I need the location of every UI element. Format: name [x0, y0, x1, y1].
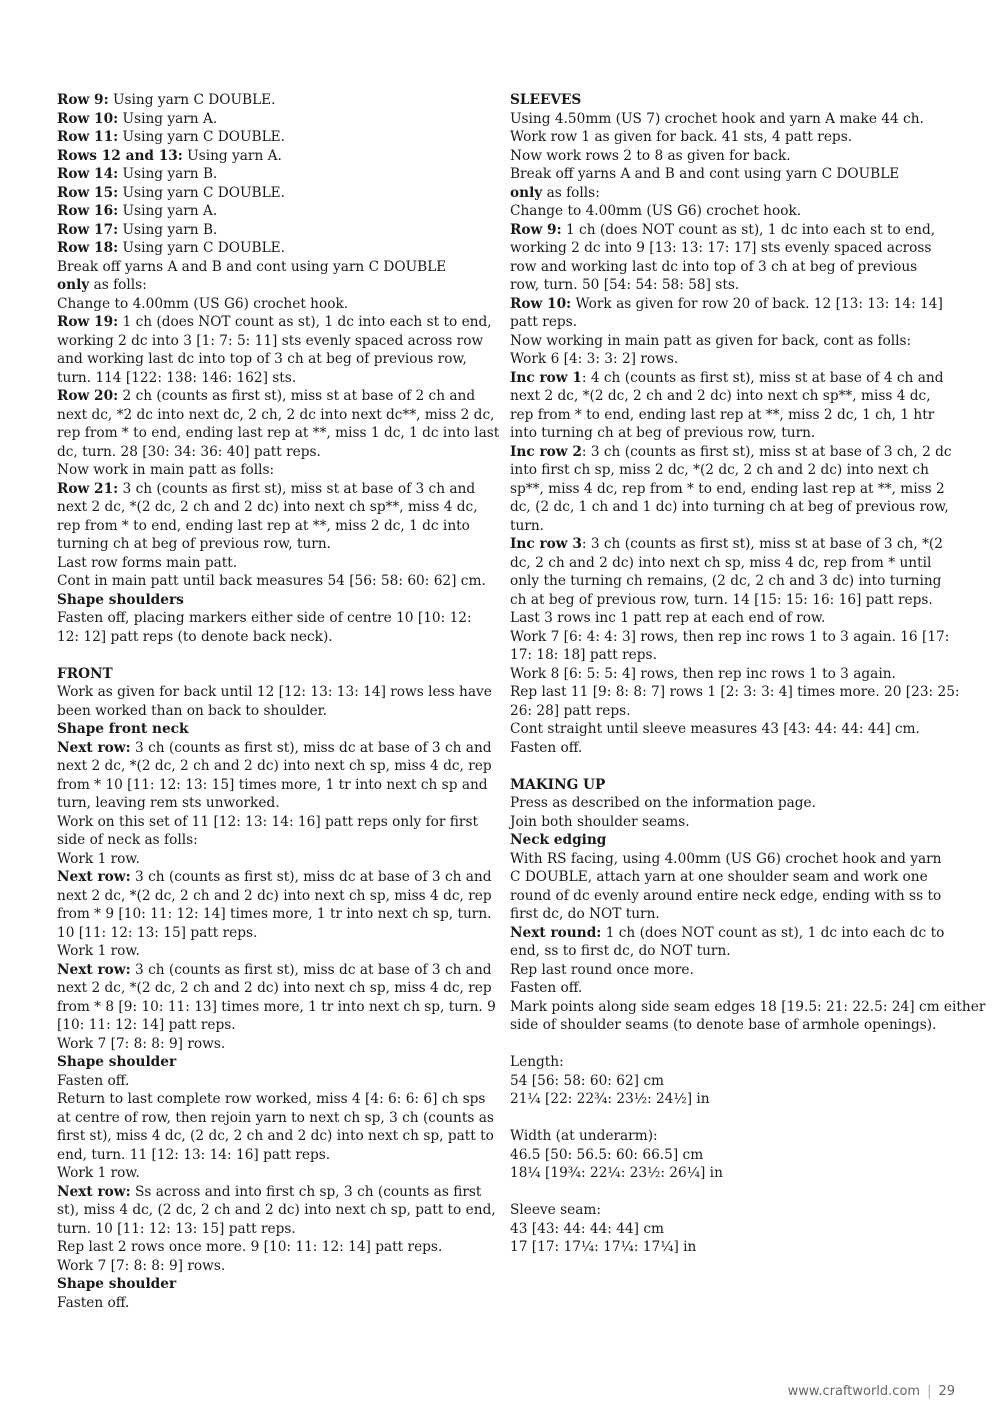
- section-heading: [57, 591, 497, 610]
- line-text: ch at beg of previous row, turn. 14 [15: 15: 16: 16] patt reps.: [510, 591, 933, 608]
- line-text: Work 1 row.: [57, 1165, 140, 1181]
- line-text: first dc, do NOT turn.: [510, 906, 660, 922]
- text-line: [57, 1072, 497, 1091]
- bold-label: Next row:: [57, 961, 131, 978]
- line-text: Using yarn C DOUBLE.: [108, 92, 276, 108]
- line-text: Now work rows 2 to 8 as given for back.: [510, 147, 791, 164]
- text-line: [57, 258, 497, 277]
- text-line: [57, 776, 497, 795]
- bold-label: Rows 12 and 13:: [57, 147, 183, 164]
- text-line: [57, 498, 497, 517]
- line-text: Break off yarns A and B and cont using yarn C DOUBLE: [510, 166, 900, 182]
- line-text: Fasten off, placing markers either side of centre 10 [10: 12:: [57, 610, 472, 626]
- line-text: Using yarn B.: [118, 221, 218, 238]
- text-line: [510, 350, 950, 369]
- line-text: Work as given for row 20 of back. 12 [13: 13: 14: 14]: [571, 295, 943, 312]
- text-line: [510, 868, 950, 887]
- line-text: dc, 2 ch and 2 dc) into next ch sp, miss 4 dc, rep from * until: [510, 554, 932, 571]
- text-line: [57, 739, 497, 758]
- text-line: [510, 443, 950, 462]
- line-text: Work row 1 as given for back. 41 sts, 4 patt reps.: [510, 129, 853, 145]
- text-line: [510, 480, 950, 499]
- text-line: [510, 424, 950, 443]
- text-line: [57, 1127, 497, 1146]
- text-line: [510, 202, 950, 221]
- text-line: [57, 868, 497, 887]
- text-line: [57, 221, 497, 240]
- text-line: [510, 295, 950, 314]
- line-text: side of shoulder seams (to denote base of armhole openings).: [510, 1017, 937, 1033]
- bold-label: Shape shoulders: [57, 591, 184, 608]
- line-text: as folls:: [542, 184, 600, 201]
- line-text: Last row forms main patt.: [57, 554, 238, 571]
- line-text: Ss across and into first ch sp, 3 ch (counts as first: [130, 1183, 482, 1200]
- text-line: [57, 1146, 497, 1165]
- bold-label: Row 20:: [57, 388, 119, 404]
- line-text: Return to last complete row worked, miss 4 [4: 6: 6: 6] ch sps: [57, 1091, 486, 1107]
- section-heading: [57, 1275, 497, 1294]
- bold-label: Next row:: [57, 869, 131, 885]
- text-line: [510, 924, 950, 943]
- text-line: [510, 739, 950, 758]
- line-text: row and working last dc into top of 3 ch at beg of previous: [510, 258, 918, 275]
- line-text: Sleeve seam:: [510, 1202, 602, 1218]
- line-text: sp**, miss 4 dc, rep from * to end, ending last rep at **, miss 2: [510, 480, 945, 497]
- text-line: [510, 221, 950, 240]
- bold-label: Row 10:: [510, 295, 572, 312]
- bold-label: Row 10:: [57, 110, 119, 127]
- line-text: Work 7 [6: 4: 4: 3] rows, then rep inc rows 1 to 3 again. 16 [17:: [510, 628, 950, 645]
- line-text: Work 1 row.: [57, 850, 140, 867]
- line-text: 3 ch (counts as first st), miss dc at base of 3 ch and: [130, 869, 492, 885]
- bold-label: Neck edging: [510, 832, 607, 848]
- line-text: C DOUBLE, attach yarn at one shoulder seam and work one: [510, 869, 928, 885]
- paragraph-gap: [510, 1109, 950, 1128]
- line-text: side of neck as folls:: [57, 832, 198, 848]
- text-line: [57, 702, 497, 721]
- paragraph-gap: [57, 646, 497, 665]
- line-text: Using yarn C DOUBLE.: [118, 184, 286, 201]
- text-line: [510, 1127, 950, 1146]
- line-text: rep from * to end, ending last rep at **, miss 2 dc, 1 dc into: [57, 517, 470, 534]
- text-line: [510, 406, 950, 425]
- section-heading: [510, 91, 950, 110]
- line-text: patt reps.: [510, 314, 578, 330]
- text-line: [510, 184, 950, 203]
- text-line: [57, 147, 497, 166]
- line-text: Change to 4.00mm (US G6) crochet hook.: [57, 295, 349, 312]
- text-line: [510, 461, 950, 480]
- bold-label: Inc row 2: [510, 443, 582, 460]
- text-line: [57, 979, 497, 998]
- line-text: Work on this set of 11 [12: 13: 14: 16] patt reps only for first: [57, 813, 478, 830]
- text-line: [57, 295, 497, 314]
- text-line: [510, 905, 950, 924]
- line-text: 12: 12] patt reps (to denote back neck).: [57, 628, 333, 645]
- bold-label: SLEEVES: [510, 92, 582, 108]
- bold-label: Shape front neck: [57, 721, 189, 737]
- text-line: [57, 1201, 497, 1220]
- text-line: [510, 1090, 950, 1109]
- text-line: [57, 1035, 497, 1054]
- text-line: [510, 720, 950, 739]
- text-line: [510, 961, 950, 980]
- text-line: [510, 572, 950, 591]
- text-line: [57, 1220, 497, 1239]
- text-line: [510, 128, 950, 147]
- line-text: Work 7 [7: 8: 8: 9] rows.: [57, 1035, 226, 1052]
- line-text: next 2 dc, *(2 dc, 2 ch and 2 dc) into next ch sp**, miss 4 dc,: [57, 499, 478, 515]
- line-text: from * 9 [10: 11: 12: 14] times more, 1 tr into next ch sp, turn.: [57, 906, 492, 922]
- text-line: [57, 1016, 497, 1035]
- line-text: dc, (2 dc, 1 ch and 1 dc) into turning ch at beg of previous row,: [510, 499, 949, 515]
- left-column: [57, 91, 500, 1312]
- line-text: next 2 dc, *(2 dc, 2 ch and 2 dc) into next ch sp, miss 4 dc, rep: [57, 887, 492, 904]
- line-text: row, turn. 50 [54: 54: 58: 58] sts.: [510, 277, 740, 293]
- text-line: [57, 850, 497, 869]
- line-text: into first ch sp, miss 2 dc, *(2 dc, 2 ch and 2 dc) into next ch: [510, 462, 929, 478]
- text-line: [57, 1090, 497, 1109]
- bold-label: FRONT: [57, 665, 113, 682]
- text-line: [57, 239, 497, 258]
- bold-label: Row 9:: [57, 92, 109, 108]
- text-line: [510, 702, 950, 721]
- line-text: Fasten off.: [510, 980, 583, 996]
- text-line: [510, 258, 950, 277]
- line-text: dc, turn. 28 [30: 34: 36: 40] patt reps.: [57, 443, 321, 460]
- text-line: [510, 628, 950, 647]
- paragraph-gap: [510, 757, 950, 776]
- line-text: Cont in main patt until back measures 54 [56: 58: 60: 62] cm.: [57, 573, 486, 589]
- line-text: Rep last 2 rows once more. 9 [10: 11: 12: 14] patt reps.: [57, 1239, 443, 1255]
- text-line: [57, 332, 497, 351]
- line-text: Rep last round once more.: [510, 961, 694, 978]
- text-line: [57, 572, 497, 591]
- line-text: Now working in main patt as given for back, cont as folls:: [510, 332, 912, 349]
- text-line: [57, 276, 497, 295]
- line-text: turn. 114 [122: 138: 146: 162] sts.: [57, 369, 297, 386]
- line-text: Work 1 row.: [57, 943, 140, 959]
- text-line: [510, 979, 950, 998]
- text-line: [57, 609, 497, 628]
- text-line: [57, 480, 497, 499]
- line-text: 17 [17: 17¼: 17¼: 17¼] in: [510, 1239, 697, 1255]
- text-line: [510, 887, 950, 906]
- bold-label: Row 17:: [57, 221, 119, 238]
- line-text: Width (at underarm):: [510, 1128, 658, 1144]
- text-line: [57, 110, 497, 129]
- page-footer: [788, 1384, 955, 1399]
- line-text: next 2 dc, *(2 dc, 2 ch and 2 dc) into next ch sp**, miss 4 dc,: [510, 388, 931, 404]
- line-text: Using yarn B.: [118, 166, 218, 182]
- bold-label: Inc row 3: [510, 536, 582, 552]
- text-line: [57, 794, 497, 813]
- line-text: Using 4.50mm (US 7) crochet hook and yarn A make 44 ch.: [510, 110, 924, 127]
- bold-label: Row 18:: [57, 240, 119, 256]
- line-text: first st), miss 4 dc, (2 dc, 2 ch and 2 dc) into next ch sp, patt to: [57, 1128, 494, 1144]
- text-line: [57, 517, 497, 536]
- text-line: [510, 1072, 950, 1091]
- line-text: working 2 dc into 9 [13: 13: 17: 17] sts evenly spaced across: [510, 240, 932, 256]
- text-line: [57, 424, 500, 443]
- text-line: [510, 387, 950, 406]
- bold-label: Next row:: [57, 1183, 131, 1200]
- line-text: turn, leaving rem sts unworked.: [57, 795, 280, 811]
- text-line: [510, 1238, 950, 1257]
- line-text: next 2 dc, *(2 dc, 2 ch and 2 dc) into next ch sp, miss 4 dc, rep: [57, 758, 492, 774]
- text-line: [510, 1220, 950, 1239]
- text-line: [57, 813, 497, 832]
- line-text: Last 3 rows inc 1 patt rep at each end of row.: [510, 610, 826, 626]
- line-text: from * 8 [9: 10: 11: 13] times more, 1 tr into next ch sp, turn. 9: [57, 998, 496, 1015]
- section-heading: [510, 776, 950, 795]
- text-line: [510, 1016, 950, 1035]
- paragraph-gap: [510, 1035, 950, 1054]
- line-text: Change to 4.00mm (US G6) crochet hook.: [510, 203, 802, 219]
- line-text: 46.5 [50: 56.5: 60: 66.5] cm: [510, 1146, 704, 1163]
- text-line: [510, 276, 950, 295]
- text-line: [57, 998, 497, 1017]
- section-heading: [57, 665, 497, 684]
- line-text: 1 ch (does NOT count as st), 1 dc into each dc to: [601, 924, 945, 941]
- text-line: [510, 850, 950, 869]
- bold-label: Row 14:: [57, 166, 119, 182]
- line-text: st), miss 4 dc, (2 dc, 2 ch and 2 dc) into next ch sp, patt to end,: [57, 1202, 496, 1218]
- line-text: 43 [43: 44: 44: 44] cm: [510, 1220, 664, 1237]
- line-text: 2 ch (counts as first st), miss st at base of 2 ch and: [118, 388, 476, 404]
- line-text: from * 10 [11: 12: 13: 15] times more, 1 tr into next ch sp and: [57, 776, 488, 793]
- text-line: [57, 757, 497, 776]
- line-text: 1 ch (does NOT count as st), 1 dc into each st to end,: [561, 221, 936, 238]
- line-text: Using yarn C DOUBLE.: [118, 240, 286, 256]
- text-line: [57, 1257, 497, 1276]
- text-line: [510, 813, 950, 832]
- line-text: Press as described on the information page.: [510, 795, 817, 811]
- line-text: Fasten off.: [510, 739, 583, 756]
- line-text: 3 ch (counts as first st), miss st at base of 3 ch and: [118, 480, 476, 497]
- text-line: [510, 554, 950, 573]
- text-line: [510, 665, 950, 684]
- text-line: [57, 165, 497, 184]
- text-line: [510, 1146, 950, 1165]
- website-url: www.craftworld.com: [787, 1384, 921, 1399]
- text-line: [57, 202, 497, 221]
- text-line: [57, 1294, 497, 1313]
- text-line: [510, 313, 950, 332]
- bold-label: MAKING UP: [510, 776, 606, 793]
- line-text: end, ss to first dc, do NOT turn.: [510, 943, 731, 959]
- page-number: 29: [938, 1384, 955, 1399]
- bold-label: Row 9:: [510, 221, 562, 238]
- line-text: : 3 ch (counts as first st), miss st at base of 3 ch, *(2: [581, 536, 943, 552]
- line-text: Fasten off.: [57, 1072, 130, 1089]
- line-text: as folls:: [89, 277, 147, 293]
- line-text: 10 [11: 12: 13: 15] patt reps.: [57, 924, 258, 941]
- text-line: [510, 535, 950, 554]
- line-text: been worked than on back to shoulder.: [57, 702, 328, 719]
- line-text: 3 ch (counts as first st), miss dc at base of 3 ch and: [130, 961, 492, 978]
- text-line: [57, 905, 497, 924]
- line-text: 21¼ [22: 22¾: 23½: 24½] in: [510, 1091, 710, 1107]
- bold-label: Next row:: [57, 739, 131, 756]
- line-text: 26: 28] patt reps.: [510, 702, 631, 719]
- bold-label: Row 16:: [57, 203, 119, 219]
- line-text: Using yarn C DOUBLE.: [118, 129, 286, 145]
- line-text: working 2 dc into 3 [1: 7: 5: 11] sts evenly spaced across row: [57, 332, 484, 349]
- text-line: [57, 184, 497, 203]
- line-text: Fasten off.: [57, 1294, 130, 1311]
- text-line: [510, 591, 950, 610]
- line-text: Using yarn A.: [182, 147, 282, 164]
- text-line: [510, 498, 950, 517]
- text-line: [510, 369, 950, 388]
- text-line: [510, 110, 950, 129]
- text-line: [57, 1164, 497, 1183]
- text-line: [57, 1109, 497, 1128]
- text-line: [510, 1053, 950, 1072]
- line-text: at centre of row, then rejoin yarn to next ch sp, 3 ch (counts as: [57, 1109, 494, 1126]
- line-text: Length:: [510, 1054, 564, 1070]
- line-text: : 3 ch (counts as first st), miss st at base of 3 ch, 2 dc: [581, 443, 952, 460]
- text-line: [57, 942, 497, 961]
- line-text: [10: 11: 12: 14] patt reps.: [57, 1017, 236, 1033]
- text-line: [510, 239, 950, 258]
- right-column: [510, 91, 986, 1257]
- text-line: [57, 535, 497, 554]
- line-text: Work 8 [6: 5: 5: 4] rows, then rep inc rows 1 to 3 again.: [510, 665, 896, 682]
- line-text: Join both shoulder seams.: [510, 813, 690, 830]
- text-line: [57, 554, 497, 573]
- text-line: [57, 924, 497, 943]
- line-text: into turning ch at beg of previous row, turn.: [510, 425, 816, 441]
- bold-label: Row 11:: [57, 129, 119, 145]
- text-line: [510, 794, 950, 813]
- section-heading: [57, 1053, 497, 1072]
- line-text: next dc, *2 dc into next dc, 2 ch, 2 dc into next dc**, miss 2 dc,: [57, 406, 495, 423]
- text-line: [57, 406, 497, 425]
- section-heading: [57, 720, 497, 739]
- text-line: [510, 683, 960, 702]
- line-text: 54 [56: 58: 60: 62] cm: [510, 1072, 664, 1089]
- text-line: [57, 887, 497, 906]
- line-text: Mark points along side seam edges 18 [19.5: 21: 22.5: 24] cm either: [510, 998, 986, 1015]
- bold-label: Shape shoulder: [57, 1054, 177, 1070]
- bold-label: only: [510, 184, 543, 201]
- line-text: turn. 10 [11: 12: 13: 15] patt reps.: [57, 1220, 296, 1237]
- section-heading: [510, 831, 950, 850]
- line-text: Break off yarns A and B and cont using yarn C DOUBLE: [57, 258, 447, 275]
- line-text: 18¼ [19¾: 22¼: 23½: 26¼] in: [510, 1165, 723, 1181]
- text-line: [57, 831, 497, 850]
- line-text: Work as given for back until 12 [12: 13: 13: 14] rows less have: [57, 684, 492, 700]
- line-text: Rep last 11 [9: 8: 8: 7] rows 1 [2: 3: 3: 4] times more. 20 [23: 25:: [510, 684, 960, 700]
- text-line: [57, 1238, 497, 1257]
- text-line: [510, 646, 950, 665]
- text-line: [510, 165, 950, 184]
- text-line: [57, 387, 497, 406]
- line-text: Using yarn A.: [118, 203, 218, 219]
- line-text: Cont straight until sleeve measures 43 [43: 44: 44: 44] cm.: [510, 721, 920, 737]
- text-line: [510, 332, 950, 351]
- text-line: [57, 350, 497, 369]
- line-text: With RS facing, using 4.00mm (US G6) crochet hook and yarn: [510, 850, 942, 867]
- bold-label: Inc row 1: [510, 369, 582, 386]
- line-text: Work 6 [4: 3: 3: 2] rows.: [510, 351, 679, 367]
- text-line: [510, 1201, 950, 1220]
- text-line: [57, 128, 497, 147]
- bold-label: Next round:: [510, 924, 602, 941]
- line-text: Using yarn A.: [118, 110, 218, 127]
- text-line: [57, 91, 497, 110]
- line-text: Now work in main patt as folls:: [57, 462, 275, 478]
- paragraph-gap: [510, 1183, 950, 1202]
- line-text: turning ch at beg of previous row, turn.: [57, 536, 332, 552]
- line-text: Work 7 [7: 8: 8: 9] rows.: [57, 1257, 226, 1274]
- line-text: rep from * to end, ending last rep at **, miss 2 dc, 1 ch, 1 htr: [510, 406, 935, 423]
- bold-label: Row 15:: [57, 184, 119, 201]
- bold-label: Row 19:: [57, 314, 119, 330]
- text-line: [510, 609, 950, 628]
- line-text: : 4 ch (counts as first st), miss st at base of 4 ch and: [581, 369, 944, 386]
- line-text: only the turning ch remains, (2 dc, 2 ch and 3 dc) into turning: [510, 573, 942, 589]
- text-line: [57, 461, 497, 480]
- line-text: rep from * to end, ending last rep at **, miss 1 dc, 1 dc into last: [57, 425, 500, 441]
- line-text: 3 ch (counts as first st), miss dc at base of 3 ch and: [130, 739, 492, 756]
- text-line: [57, 683, 497, 702]
- line-text: 17: 18: 18] patt reps.: [510, 647, 657, 663]
- text-line: [57, 443, 497, 462]
- text-line: [57, 369, 497, 388]
- line-text: turn.: [510, 517, 545, 534]
- footer-separator: |: [927, 1384, 932, 1399]
- bold-label: Row 21:: [57, 480, 119, 497]
- text-line: [510, 942, 950, 961]
- line-text: 1 ch (does NOT count as st), 1 dc into each st to end,: [118, 314, 492, 330]
- text-line: [510, 147, 950, 166]
- text-line: [510, 998, 986, 1017]
- line-text: and working last dc into top of 3 ch at beg of previous row,: [57, 351, 467, 367]
- text-line: [57, 1183, 497, 1202]
- line-text: next 2 dc, *(2 dc, 2 ch and 2 dc) into next ch sp, miss 4 dc, rep: [57, 980, 492, 996]
- bold-label: only: [57, 277, 90, 293]
- line-text: round of dc evenly around entire neck edge, ending with ss to: [510, 887, 942, 904]
- text-line: [57, 628, 497, 647]
- line-text: end, turn. 11 [12: 13: 14: 16] patt reps.: [57, 1146, 331, 1163]
- text-line: [57, 961, 497, 980]
- text-line: [57, 313, 497, 332]
- text-line: [510, 517, 950, 536]
- bold-label: Shape shoulder: [57, 1276, 177, 1292]
- text-line: [510, 1164, 950, 1183]
